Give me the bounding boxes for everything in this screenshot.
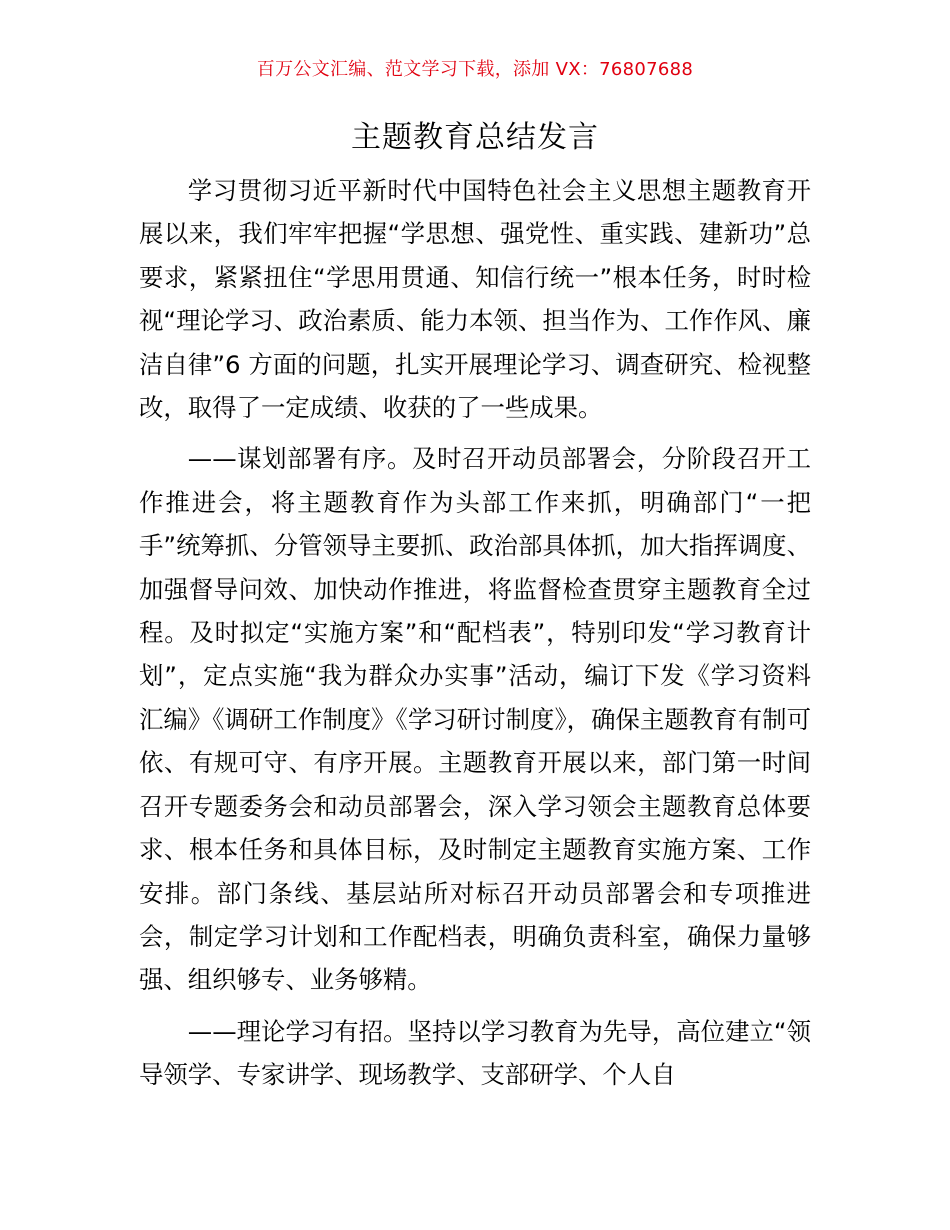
paragraph-intro: 学习贯彻习近平新时代中国特色社会主义思想主题教育开展以来，我们牢牢把握“学思想、强党性、重实践、建新功”总要求，紧紧扭住“学思用贯通、知信行统一”根本任务，时时检视“理论学习、政治素质、能力本领、担当作为、工作作风、廉洁自律”6 方面的问题，扎实开展理论学习、调查研究、检视整改，取得了一定成绩、收获的了一些成果。 (139, 176, 811, 423)
paragraph-theory-study: ——理论学习有招。坚持以学习教育为先导，高位建立“领导领学、专家讲学、现场教学、支部研学、个人自 (139, 1016, 811, 1090)
document-title: 主题教育总结发言 (351, 120, 599, 155)
document-body (139, 169, 811, 1097)
header-banner: 百万公文汇编、范文学习下载，添加 VX：76807688 (256, 59, 694, 80)
paragraph-planning: ——谋划部署有序。及时召开动员部署会，分阶段召开工作推进会，将主题教育作为头部工作来抓，明确部门“一把手”统筹抓、分管领导主要抓、政治部具体抓，加大指挥调度、加强督导问效、加快动作推进，将监督检查贯穿主题教育全过程。及时拟定“实施方案”和“配档表”，特别印发“学习教育计划”，定点实施“我为群众办实事”活动，编订下发《学习资料汇编》《调研工作制度》《学习研讨制度》，确保主题教育有制可依、有规可守、有序开展。主题教育开展以来，部门第一时间召开专题委务会和动员部署会，深入学习领会主题教育总体要求、根本任务和具体目标，及时制定主题教育实施方案、工作安排。部门条线、基层站所对标召开动员部署会和专项推进会，制定学习计划和工作配档表，明确负责科室，确保力量够强、组织够专、业务够精。 (139, 444, 811, 995)
